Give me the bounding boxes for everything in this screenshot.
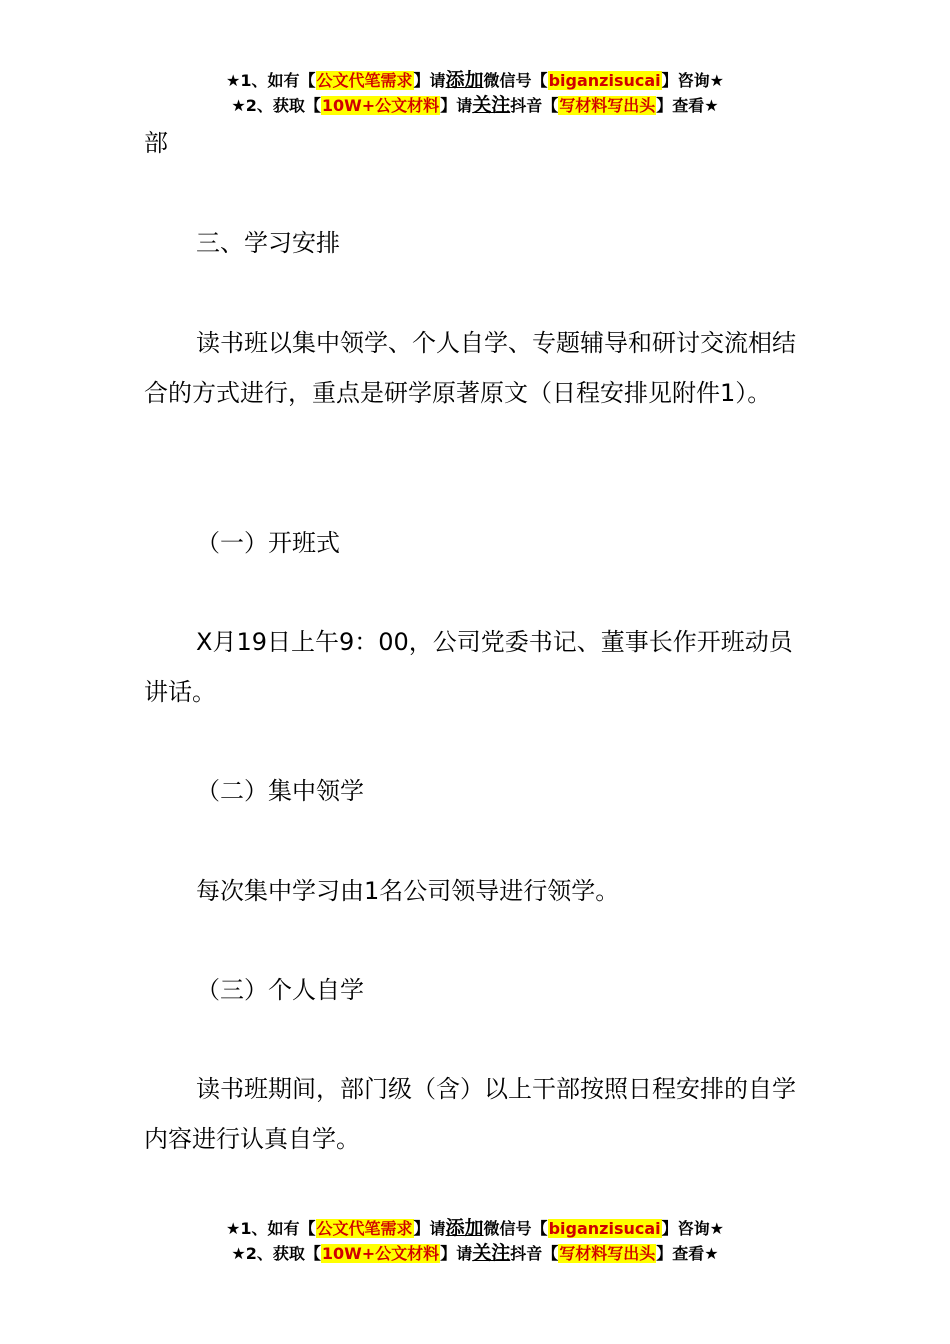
paragraph: 读书班期间，部门级（含）以上干部按照日程安排的自学内容进行认真自学。 [144, 1075, 796, 1153]
footer-text: ★1、如有【 [226, 1219, 316, 1238]
footer-text: ★2、获取【 [231, 1244, 321, 1263]
footer-text: 微信号【 [483, 1219, 548, 1238]
header-highlight: biganzisucai [548, 71, 661, 90]
footer-line-1 [0, 1216, 950, 1241]
subsection-heading: （二）集中领学 [196, 777, 364, 805]
header-highlight: 公文代笔需求 [316, 71, 413, 90]
footer-text: 】查看★ [656, 1244, 719, 1263]
footer-line-2 [0, 1241, 950, 1266]
footer-underline: 添加 [445, 1217, 484, 1239]
header-highlight: 写材料写出头 [559, 96, 656, 115]
paragraph: 读书班以集中领学、个人自学、专题辅导和研讨交流相结合的方式进行，重点是研学原著原文（日程安排见附件1）。 [144, 329, 796, 407]
footer-text: 抖音【 [510, 1244, 559, 1263]
header-text: 】请 [440, 96, 473, 115]
footer-underline: 关注 [472, 1242, 511, 1264]
footer-banner [0, 1216, 950, 1266]
header-text: ★2、获取【 [231, 96, 321, 115]
header-text: 】请 [413, 71, 446, 90]
header-text: 】查看★ [656, 96, 719, 115]
section-heading: 三、学习安排 [196, 229, 340, 257]
header-highlight: 10W+公文材料 [321, 96, 440, 115]
header-underline: 关注 [472, 94, 511, 116]
header-line-2 [0, 93, 950, 118]
footer-highlight: 公文代笔需求 [316, 1219, 413, 1238]
footer-highlight: biganzisucai [548, 1219, 661, 1238]
header-text: 】咨询★ [661, 71, 724, 90]
header-line-1 [0, 68, 950, 93]
paragraph: X月19日上午9：00，公司党委书记、董事长作开班动员讲话。 [144, 628, 793, 706]
footer-text: 】请 [440, 1244, 473, 1263]
header-text: ★1、如有【 [226, 71, 316, 90]
subsection-heading: （三）个人自学 [196, 976, 364, 1004]
paragraph: 每次集中学习由1名公司领导进行领学。 [196, 877, 620, 905]
subsection-heading: （一）开班式 [196, 529, 340, 557]
footer-highlight: 10W+公文材料 [321, 1244, 440, 1263]
footer-highlight: 写材料写出头 [559, 1244, 656, 1263]
header-text: 抖音【 [510, 96, 559, 115]
footer-text: 】咨询★ [661, 1219, 724, 1238]
header-underline: 添加 [445, 69, 484, 91]
header-banner [0, 68, 950, 118]
header-text: 微信号【 [483, 71, 548, 90]
footer-text: 】请 [413, 1219, 446, 1238]
paragraph-continuation: 部 [144, 129, 168, 157]
